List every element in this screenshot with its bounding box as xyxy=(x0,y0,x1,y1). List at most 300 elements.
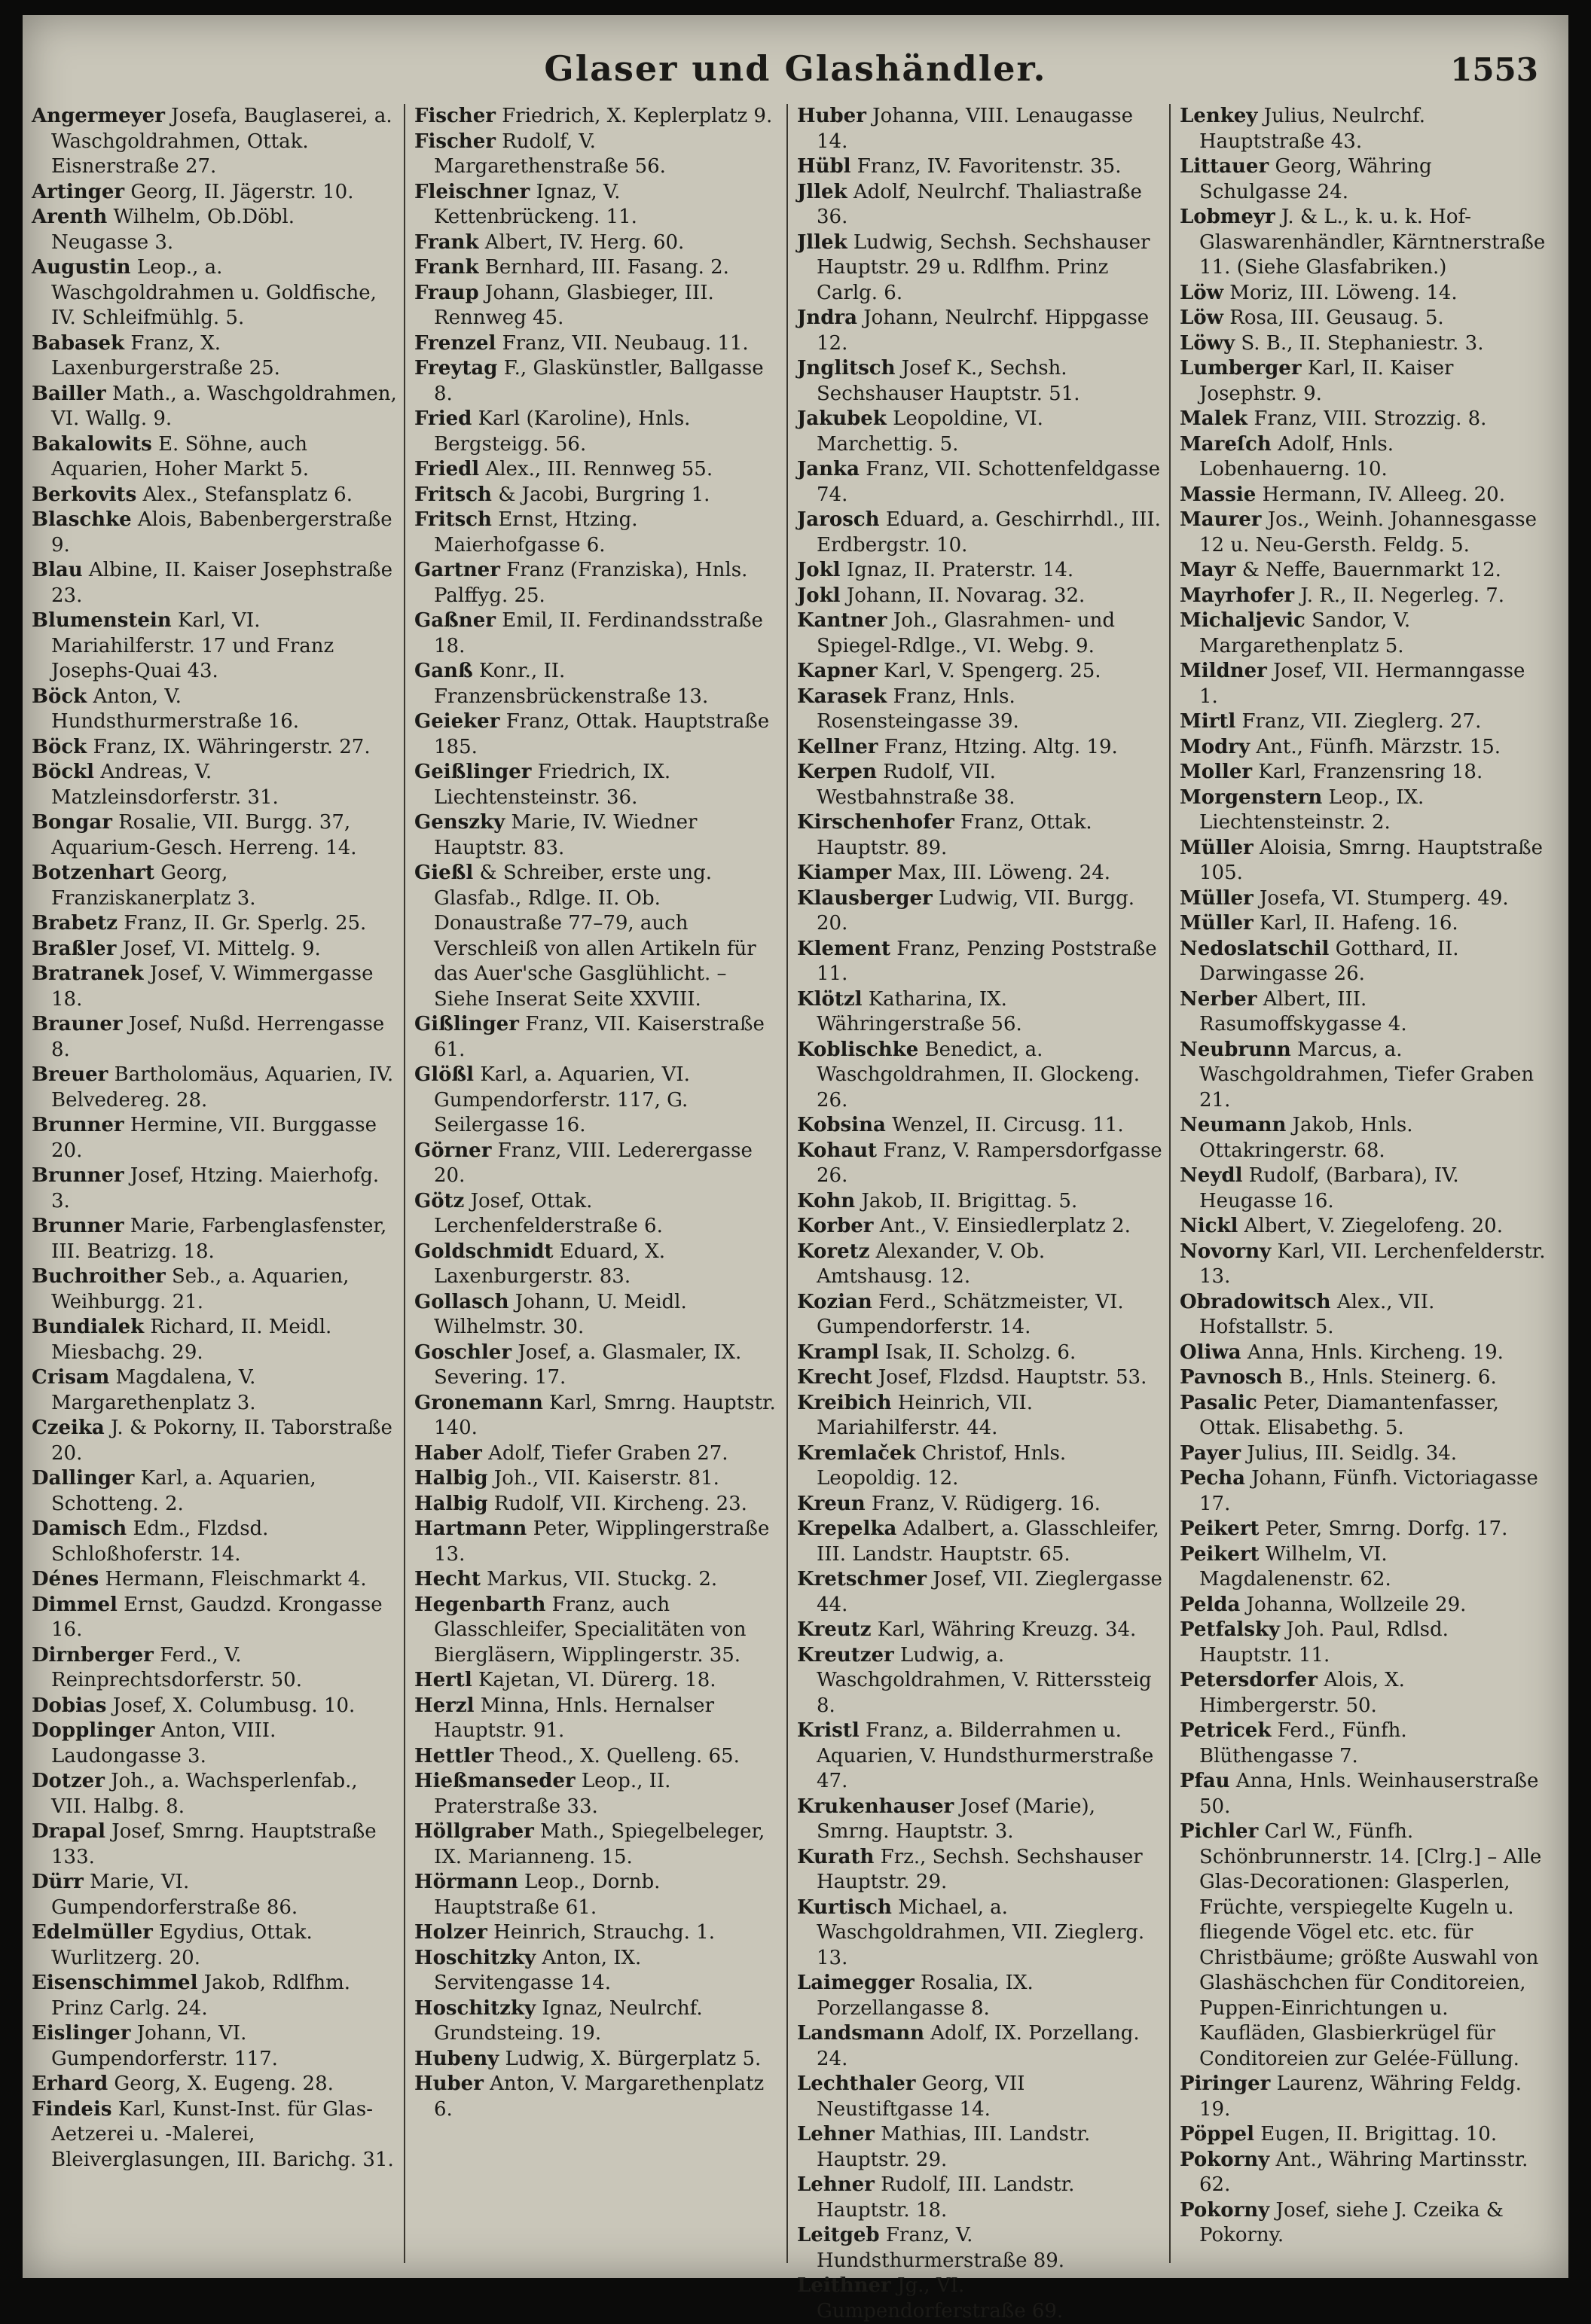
directory-entry xyxy=(32,1593,398,1643)
entry-name: Löw xyxy=(1180,281,1224,304)
entry-details: Wilhelm, Ob.Döbl. Neugasse 3. xyxy=(51,206,295,254)
entry-name: Glößl xyxy=(414,1063,475,1086)
entry-details: Richard, II. Meidl. Miesbachg. 29. xyxy=(51,1316,332,1364)
entry-details: Jos., Weinh. Johannesgasse 12 u. Neu-Gersth. Feldg. 5. xyxy=(1199,508,1538,557)
entry-name: Leitgeb xyxy=(797,2224,880,2246)
entry-name: Dürr xyxy=(32,1871,84,1893)
directory-entry xyxy=(32,1113,398,1164)
entry-name: Genszky xyxy=(414,811,505,834)
entry-name: Dimmel xyxy=(32,1593,118,1616)
directory-entry xyxy=(414,2072,780,2122)
entry-details: Peter, Diamantenfasser, Ottak. Elisabethg. 5. xyxy=(1199,1391,1499,1439)
entry-name: Neubrunn xyxy=(1180,1038,1291,1061)
entry-name: Gartner xyxy=(414,559,500,581)
entry-name: Karasek xyxy=(797,685,887,708)
entry-details: Ignaz, II. Praterstr. 14. xyxy=(846,559,1074,581)
directory-entry xyxy=(414,508,780,558)
entry-name: Jllek xyxy=(797,230,847,254)
entry-name: Blaschke xyxy=(32,508,132,531)
entry-details: Adolf, IX. Porzellang. 24. xyxy=(817,2022,1140,2070)
entry-details: Joh., a. Wachsperlenfab., VII. Halbg. 8. xyxy=(51,1770,358,1818)
entry-details: Franz, V. Hundsthurmerstraße 89. xyxy=(817,2224,1065,2272)
column-3 xyxy=(797,104,1171,2322)
entry-details: Ludwig, X. Bürgerplatz 5. xyxy=(505,2047,762,2070)
column-1 xyxy=(32,104,405,2263)
entry-details: Georg, II. Jägerstr. 10. xyxy=(130,180,354,203)
directory-entry xyxy=(1180,911,1546,937)
entry-details: Franz, VII. Kaiserstraße 61. xyxy=(434,1013,765,1061)
entry-details: Karl, VII. Lerchenfelderstr. 13. xyxy=(1199,1240,1546,1288)
directory-entry xyxy=(414,1996,780,2047)
entry-name: Pelda xyxy=(1180,1593,1241,1616)
directory-entry xyxy=(414,1340,780,1391)
directory-entry xyxy=(414,331,780,357)
entry-details: Joh., Glasrahmen- und Spiegel-Rdlge., VI. Webg. 9. xyxy=(817,609,1115,657)
entry-name: Peikert xyxy=(1180,1542,1260,1566)
directory-entry xyxy=(797,2274,1163,2324)
entry-name: Fischer xyxy=(414,105,496,127)
entry-details: Josef, V. Wimmergasse 18. xyxy=(51,962,374,1011)
entry-name: Jokl xyxy=(797,559,841,581)
directory-entry xyxy=(1180,1819,1546,2072)
entry-name: Götz xyxy=(414,1189,465,1212)
directory-entry xyxy=(797,508,1163,558)
entry-details: E. Söhne, auch Aquarien, Hoher Markt 5. xyxy=(51,432,310,480)
entry-details: Heinrich, VII. Mariahilferstr. 44. xyxy=(817,1391,1034,1439)
entry-name: Hoschitzky xyxy=(414,1946,536,1969)
entry-name: Hecht xyxy=(414,1568,481,1591)
entry-details: Julius, Neulrchf. Hauptstraße 43. xyxy=(1199,105,1425,153)
entry-name: Blumenstein xyxy=(32,609,172,632)
column-2 xyxy=(414,104,788,2263)
directory-entry xyxy=(414,1492,780,1517)
directory-entry xyxy=(1180,987,1546,1038)
entry-details: Franz, Ottak. Hauptstr. 89. xyxy=(817,811,1092,859)
entry-details: Franz, Hnls. Rosensteingasse 39. xyxy=(817,685,1019,733)
directory-entry xyxy=(32,2072,398,2097)
entry-details: Rudolf, (Barbara), IV. Heugasse 16. xyxy=(1199,1164,1459,1212)
entry-name: Korber xyxy=(797,1215,874,1237)
directory-entry xyxy=(1180,205,1546,281)
entry-name: Kurtisch xyxy=(797,1895,892,1919)
entry-name: Huber xyxy=(797,105,866,127)
entry-name: Brunner xyxy=(32,1164,124,1187)
entry-details: Franz, a. Bilderrahmen u. Aquarien, V. Hundsthurmerstraße 47. xyxy=(817,1719,1154,1792)
entry-name: Drapal xyxy=(32,1820,105,1843)
directory-entry xyxy=(414,861,780,1012)
entry-details: Anton, IX. Servitengasse 14. xyxy=(434,1946,642,1994)
entry-name: Janka xyxy=(797,458,860,480)
directory-entry xyxy=(414,1567,780,1593)
directory-entry xyxy=(32,1819,398,1870)
directory-entry xyxy=(414,1744,780,1770)
directory-entry xyxy=(1180,2122,1546,2148)
entry-name: Mareſch xyxy=(1180,432,1272,456)
page-number: 1553 xyxy=(1450,51,1538,88)
entry-name: Gaßner xyxy=(414,609,496,632)
entry-name: Eisenschimmel xyxy=(32,1972,198,1994)
entry-details: Leop., Dornb. Hauptstraße 61. xyxy=(434,1871,661,1919)
entry-details: Rudolf, III. Landstr. Hauptstr. 18. xyxy=(817,2173,1075,2222)
directory-entry xyxy=(797,1517,1163,1567)
entry-name: Augustin xyxy=(32,256,131,279)
entry-details: Karl, Kunst-Inst. für Glas-Aetzerei u. -Malerei, Bleiverglasungen, III. Barichg. 31. xyxy=(51,2097,394,2171)
entry-details: Anna, Hnls. Weinhauserstraße 50. xyxy=(1199,1770,1539,1818)
entry-details: Franz (Franziska), Hnls. Palffyg. 25. xyxy=(434,559,748,607)
directory-entry xyxy=(1180,2148,1546,2198)
entry-details: Josef K., Sechsh. Sechshauser Hauptstr. 51. xyxy=(817,357,1080,405)
entry-name: Brunner xyxy=(32,1114,124,1136)
entry-name: Oliwa xyxy=(1180,1340,1241,1364)
directory-entry xyxy=(32,1643,398,1694)
entry-name: Fischer xyxy=(414,130,496,153)
entry-details: Johann, VI. Gumpendorferstr. 117. xyxy=(51,2022,278,2070)
entry-name: Kellner xyxy=(797,735,878,758)
directory-entry xyxy=(32,205,398,255)
entry-details: Josef, X. Columbusg. 10. xyxy=(112,1694,356,1717)
entry-details: Ferd., V. Reinprechtsdorferstr. 50. xyxy=(51,1643,302,1691)
entry-details: Franz, X. Laxenburgerstraße 25. xyxy=(51,331,280,380)
entry-name: Pfau xyxy=(1180,1770,1230,1792)
entry-name: Goldschmidt xyxy=(414,1240,554,1263)
directory-entry xyxy=(1180,584,1546,609)
directory-entry xyxy=(414,255,780,281)
entry-name: Klausberger xyxy=(797,886,933,910)
entry-details: Johann, Fünfh. Victoriagasse 17. xyxy=(1199,1467,1538,1515)
entry-details: Isak, II. Scholzg. 6. xyxy=(884,1340,1076,1364)
entry-details: Carl W., Fünfh. Schönbrunnerstr. 14. [Clrg.] – Alle Glas-Decorationen: Glasperlen, Früchte, verspiegelte Kugeln u. fliegende Vögel etc. etc. für Christbäume; größte Auswahl von Glashäschchen für Conditoreien, Puppen-Einrichtungen u. Kaufläden, Glasbierkrügel für Conditoreien zur Gelée-Füllung. xyxy=(1199,1820,1542,2070)
directory-entry xyxy=(1180,104,1546,154)
entry-name: Dopplinger xyxy=(32,1719,155,1742)
entry-name: Petersdorfer xyxy=(1180,1669,1318,1691)
entry-name: Klement xyxy=(797,937,890,960)
directory-entry xyxy=(797,1618,1163,1643)
entry-details: Frz., Sechsh. Sechshauser Hauptstr. 29. xyxy=(817,1845,1143,1893)
entry-details: Alex., VII. Hofstallstr. 5. xyxy=(1199,1290,1435,1338)
entry-name: Kohn xyxy=(797,1189,856,1212)
entry-name: Dénes xyxy=(32,1568,99,1591)
entry-details: Jg., VI. Gumpendorferstraße 69. xyxy=(817,2274,1064,2322)
directory-entry xyxy=(32,1012,398,1063)
directory-entry xyxy=(32,331,398,382)
entry-name: Freytag xyxy=(414,357,498,380)
directory-entry xyxy=(1180,558,1546,584)
directory-entry xyxy=(414,1920,780,1946)
entry-name: Hoschitzky xyxy=(414,1996,536,2020)
directory-entry xyxy=(32,1264,398,1315)
directory-entry xyxy=(1180,1466,1546,1517)
entry-name: Pecha xyxy=(1180,1467,1245,1490)
entry-name: Dotzer xyxy=(32,1770,105,1792)
entry-name: Botzenhart xyxy=(32,862,154,884)
page-title: Glaser und Glashändler. xyxy=(544,48,1047,89)
directory-entry xyxy=(1180,1593,1546,1618)
directory-entry xyxy=(1180,154,1546,205)
entry-name: Goschler xyxy=(414,1340,512,1364)
directory-entry xyxy=(414,1593,780,1669)
directory-entry xyxy=(1180,760,1546,785)
directory-entry xyxy=(1180,1365,1546,1391)
entry-name: Lechthaler xyxy=(797,2072,916,2095)
directory-entry xyxy=(797,1365,1163,1391)
entry-name: Landsmann xyxy=(797,2022,925,2045)
directory-entry xyxy=(1180,1542,1546,1593)
entry-details: Josef, a. Glasmaler, IX. Severing. 17. xyxy=(434,1340,742,1389)
directory-entry xyxy=(414,1240,780,1290)
entry-details: Egydius, Ottak. Wurlitzerg. 20. xyxy=(51,1921,313,1969)
entry-details: Georg, X. Eugeng. 28. xyxy=(114,2072,334,2095)
directory-entry xyxy=(414,1517,780,1567)
directory-entry xyxy=(32,1164,398,1214)
directory-entry xyxy=(797,230,1163,307)
directory-entry xyxy=(797,2223,1163,2274)
entry-name: Eislinger xyxy=(32,2022,131,2045)
entry-name: Jndra xyxy=(797,307,857,329)
entry-name: Gollasch xyxy=(414,1290,509,1313)
directory-entry xyxy=(32,1920,398,1971)
entry-details: Georg, Franziskanerplatz 3. xyxy=(51,862,256,910)
entry-name: Littauer xyxy=(1180,155,1269,178)
entry-details: Moriz, III. Löweng. 14. xyxy=(1229,281,1458,304)
entry-details: Max, III. Löweng. 24. xyxy=(897,862,1111,884)
entry-name: Kreibich xyxy=(797,1391,892,1414)
entry-name: Pavnosch xyxy=(1180,1366,1283,1389)
directory-entry xyxy=(797,1492,1163,1517)
entry-name: Löw xyxy=(1180,307,1224,329)
entry-details: Franz, IV. Favoritenstr. 35. xyxy=(857,155,1122,178)
entry-details: Franz, VII. Neubaug. 11. xyxy=(502,331,749,355)
entry-name: Müller xyxy=(1180,912,1254,935)
directory-entry xyxy=(414,130,780,180)
entry-details: Gotthard, II. Darwingasse 26. xyxy=(1199,937,1459,985)
entry-details: Markus, VII. Stuckg. 2. xyxy=(487,1568,718,1591)
entry-name: Michaljevic xyxy=(1180,609,1305,632)
entry-name: Czeika xyxy=(32,1417,105,1439)
entry-details: Josef, Smrng. Hauptstraße 133. xyxy=(51,1820,377,1868)
entry-details: J. & L., k. u. k. Hof-Glaswarenhändler, Kärntnerstraße 11. (Siehe Glasfabriken.) xyxy=(1199,206,1546,279)
directory-entry xyxy=(414,180,780,230)
entry-details: Hermann, Fleischmarkt 4. xyxy=(105,1568,367,1591)
entry-details: Anton, V. Hundsthurmerstraße 16. xyxy=(51,685,300,733)
directory-entry xyxy=(414,1870,780,1920)
directory-entry xyxy=(32,685,398,735)
entry-details: Franz, VII. Zieglerg. 27. xyxy=(1241,710,1482,733)
entry-details: Josef, Ottak. Lerchenfelderstraße 6. xyxy=(434,1189,663,1237)
entry-details: Karl, Smrng. Hauptstr. 140. xyxy=(434,1391,776,1439)
directory-entry xyxy=(414,1189,780,1240)
entry-name: Brabetz xyxy=(32,912,118,935)
directory-entry xyxy=(32,104,398,180)
entry-details: Rosa, III. Geusaug. 5. xyxy=(1229,307,1444,329)
entry-details: Math., Spiegelbeleger, IX. Marianneng. 15. xyxy=(434,1820,765,1868)
directory-entry xyxy=(32,810,398,861)
entry-details: Josef, VII. Zieglergasse 44. xyxy=(817,1568,1162,1616)
entry-name: Dallinger xyxy=(32,1467,135,1490)
directory-entry xyxy=(1180,886,1546,912)
entry-name: Malek xyxy=(1180,407,1248,430)
entry-details: Rosalia, IX. Porzellangasse 8. xyxy=(817,1972,1034,2020)
entry-name: Lumberger xyxy=(1180,357,1302,380)
entry-details: Seb., a. Aquarien, Weihburgg. 21. xyxy=(51,1265,350,1313)
directory-entry xyxy=(1180,836,1546,886)
entry-details: Franz, Penzing Poststraße 11. xyxy=(817,937,1157,985)
directory-entry xyxy=(797,1391,1163,1441)
entry-name: Moller xyxy=(1180,761,1253,783)
entry-name: Mildner xyxy=(1180,660,1267,682)
entry-details: S. B., II. Stephaniestr. 3. xyxy=(1241,331,1484,355)
directory-entry xyxy=(1180,785,1546,836)
directory-entry xyxy=(797,861,1163,886)
directory-entry xyxy=(414,608,780,659)
entry-name: Fritsch xyxy=(414,508,492,531)
directory-entry xyxy=(414,483,780,508)
entry-details: & Schreiber, erste ung. Glasfab., Rdlge. II. Ob. Donaustraße 77–79, auch Verschleiß von allen Artikeln für das Auer'sche Gasglühlicht. – Siehe Inserat Seite XXVIII. xyxy=(434,862,756,1011)
directory-entry xyxy=(797,1240,1163,1290)
entry-details: Benedict, a. Waschgoldrahmen, II. Glockeng. 26. xyxy=(817,1038,1141,1112)
entry-name: Brauner xyxy=(32,1013,123,1035)
entry-name: Geißlinger xyxy=(414,761,532,783)
entry-details: Alex., III. Rennweg 55. xyxy=(485,458,713,480)
entry-details: Christof, Hnls. Leopoldig. 12. xyxy=(817,1441,1067,1490)
entry-details: Wilhelm, VI. Magdalenenstr. 62. xyxy=(1199,1542,1391,1591)
directory-entry xyxy=(414,356,780,407)
directory-entry xyxy=(797,1643,1163,1719)
entry-name: Crisam xyxy=(32,1366,110,1389)
entry-name: Kapner xyxy=(797,660,878,682)
entry-details: Josef, Nußd. Herrengasse 8. xyxy=(51,1013,385,1061)
entry-name: Frank xyxy=(414,256,479,279)
directory-entry xyxy=(32,1719,398,1769)
entry-name: Hübl xyxy=(797,155,851,178)
entry-details: Ernst, Htzing. Maierhofgasse 6. xyxy=(434,508,638,557)
directory-entry xyxy=(1180,432,1546,483)
entry-name: Pichler xyxy=(1180,1820,1259,1843)
entry-details: Josefa, Bauglaserei, a. Waschgoldrahmen, Ottak. Eisnerstraße 27. xyxy=(51,105,392,178)
entry-name: Laimegger xyxy=(797,1972,915,1994)
directory-entry xyxy=(414,1139,780,1189)
entry-name: Krecht xyxy=(797,1366,872,1389)
directory-entry xyxy=(32,2021,398,2072)
entry-details: Marie, IV. Wiedner Hauptstr. 83. xyxy=(434,811,698,859)
entry-name: Novorny xyxy=(1180,1240,1272,1263)
directory-entry xyxy=(32,1466,398,1517)
entry-name: Mayrhofer xyxy=(1180,584,1295,607)
entry-details: Alex., Stefansplatz 6. xyxy=(142,483,353,506)
entry-details: Franz, Ottak. Hauptstraße 185. xyxy=(434,710,770,758)
entry-name: Lehner xyxy=(797,2123,875,2146)
entry-details: Laurenz, Währing Feldg. 19. xyxy=(1199,2072,1522,2121)
entry-name: Kreutzer xyxy=(797,1643,894,1667)
entry-details: Albert, IV. Herg. 60. xyxy=(484,230,685,254)
entry-details: Franz, VIII. Strozzig. 8. xyxy=(1254,407,1487,430)
entry-name: Kremlaček xyxy=(797,1441,916,1465)
entry-name: Nerber xyxy=(1180,987,1257,1011)
directory-entry xyxy=(797,1340,1163,1366)
entry-name: Fritsch xyxy=(414,483,492,506)
entry-details: Wenzel, II. Circusg. 11. xyxy=(892,1114,1124,1136)
entry-details: Adolf, Tiefer Graben 27. xyxy=(488,1441,728,1465)
directory-entry xyxy=(797,1290,1163,1340)
entry-name: Arenth xyxy=(32,206,108,228)
entry-name: Bratranek xyxy=(32,962,144,985)
entry-name: Nickl xyxy=(1180,1215,1238,1237)
entry-details: Karl, a. Aquarien, Schotteng. 2. xyxy=(51,1467,316,1515)
entry-details: Minna, Hnls. Hernalser Hauptstr. 91. xyxy=(434,1694,714,1742)
entry-details: Heinrich, Strauchg. 1. xyxy=(493,1921,715,1944)
directory-entry xyxy=(797,1567,1163,1618)
entry-details: Josef, VI. Mittelg. 9. xyxy=(122,937,321,960)
directory-entry xyxy=(414,810,780,861)
entry-name: Halbig xyxy=(414,1492,488,1515)
directory-entry xyxy=(1180,1668,1546,1719)
entry-details: Anton, V. Margarethenplatz 6. xyxy=(434,2072,765,2121)
entry-name: Hegenbarth xyxy=(414,1593,546,1616)
entry-details: Emil, II. Ferdinandsstraße 18. xyxy=(434,609,763,657)
entry-details: Franz, II. Gr. Sperlg. 25. xyxy=(124,912,367,935)
entry-details: Karl, Franzensring 18. xyxy=(1258,761,1483,783)
directory-entry xyxy=(414,1012,780,1063)
entry-name: Payer xyxy=(1180,1441,1241,1465)
entry-name: Piringer xyxy=(1180,2072,1271,2095)
entry-name: Pokorny xyxy=(1180,2148,1270,2171)
entry-name: Pöppel xyxy=(1180,2123,1254,2146)
directory-entry xyxy=(797,659,1163,685)
entry-name: Blau xyxy=(32,559,83,581)
entry-details: Hermine, VII. Burggasse 20. xyxy=(51,1114,377,1162)
directory-entry xyxy=(32,1063,398,1113)
entry-name: Hubeny xyxy=(414,2047,499,2070)
entry-name: Berkovits xyxy=(32,483,137,506)
entry-details: Ignaz, V. Kettenbrückeng. 11. xyxy=(434,180,637,228)
entry-name: Dobias xyxy=(32,1694,107,1717)
directory-entry xyxy=(1180,2198,1546,2249)
entry-details: Konr., II. Franzensbrückenstraße 13. xyxy=(434,660,709,708)
page-header xyxy=(23,48,1568,101)
entry-details: J. R., II. Negerleg. 7. xyxy=(1300,584,1505,607)
entry-details: Johanna, Wollzeile 29. xyxy=(1246,1593,1467,1616)
entry-details: Georg, Währing Schulgasse 24. xyxy=(1199,155,1432,203)
directory-entry xyxy=(414,709,780,760)
entry-details: Albine, II. Kaiser Josephstraße 23. xyxy=(51,559,392,607)
entry-details: Theod., X. Quelleng. 65. xyxy=(499,1744,740,1767)
entry-details: Marie, Farbenglasfenster, III. Beatrizg. 18. xyxy=(51,1215,387,1263)
entry-details: Anton, VIII. Laudongasse 3. xyxy=(51,1719,276,1767)
directory-entry xyxy=(797,2072,1163,2122)
entry-name: Massie xyxy=(1180,483,1257,506)
entry-name: Petfalsky xyxy=(1180,1618,1281,1641)
directory-entry xyxy=(32,1517,398,1567)
entry-details: Anna, Hnls. Kircheng. 19. xyxy=(1247,1340,1504,1364)
entry-details: Johann, Neulrchf. Hippgasse 12. xyxy=(817,307,1150,355)
entry-name: Pasalic xyxy=(1180,1391,1257,1414)
directory-entry xyxy=(797,886,1163,937)
directory-entry xyxy=(1180,281,1546,307)
entry-details: Katharina, IX. Währingerstraße 56. xyxy=(817,987,1022,1035)
entry-name: Babasek xyxy=(32,331,125,355)
entry-name: Jakubek xyxy=(797,407,887,430)
entry-name: Findeis xyxy=(32,2097,112,2121)
entry-details: B., Hnls. Steinerg. 6. xyxy=(1288,1366,1497,1389)
entry-details: Hermann, IV. Alleeg. 20. xyxy=(1262,483,1505,506)
directory-entry xyxy=(1180,1113,1546,1164)
entry-name: Damisch xyxy=(32,1517,127,1540)
directory-entry xyxy=(414,659,780,709)
entry-details: & Jacobi, Burgring 1. xyxy=(498,483,710,506)
entry-details: Leopoldine, VI. Marchettig. 5. xyxy=(817,407,1043,456)
entry-details: Ernst, Gaudzd. Krongasse 16. xyxy=(51,1593,383,1641)
entry-name: Koretz xyxy=(797,1240,870,1263)
entry-details: Rudolf, VII. Kircheng. 23. xyxy=(493,1492,747,1515)
